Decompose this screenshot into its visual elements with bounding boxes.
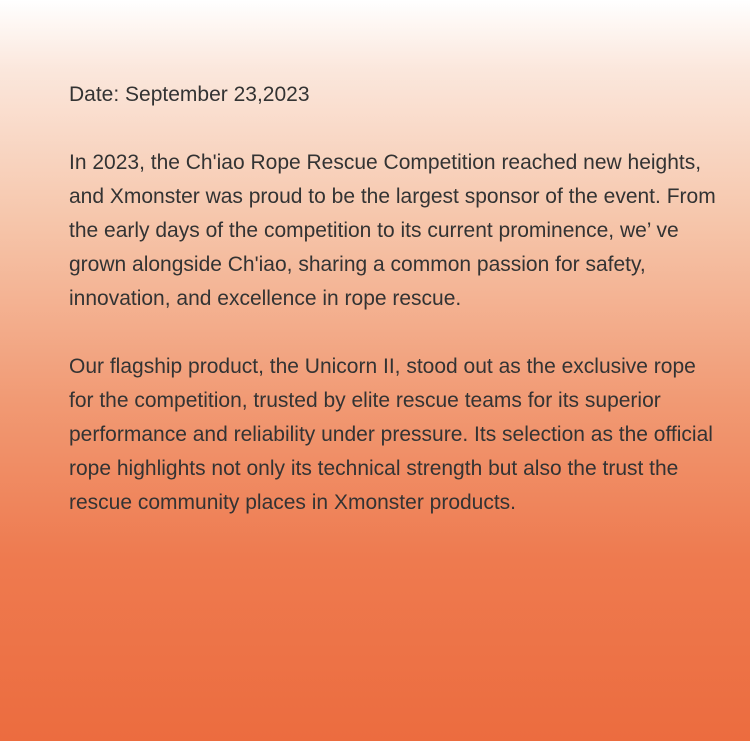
article-paragraph-2: Our flagship product, the Unicorn II, stood out as the exclusive rope for the competition, trusted by elite rescue teams for its superior performance and reliability under pressure. Its selection as the official rope highlights not only its technical strength but also the trust the rescue community places in Xmonster products.	[69, 355, 713, 514]
article-paragraph-1: In 2023, the Ch'iao Rope Rescue Competition reached new heights, and Xmonster was proud to be the largest sponsor of the event. From the early days of the competition to its current prominence, we’ ve grown alongside Ch'iao, sharing a common passion for safety, innovation, and excellence in rope rescue.	[69, 151, 716, 310]
article	[69, 78, 719, 520]
article-date: Date: September 23,2023	[69, 83, 310, 106]
